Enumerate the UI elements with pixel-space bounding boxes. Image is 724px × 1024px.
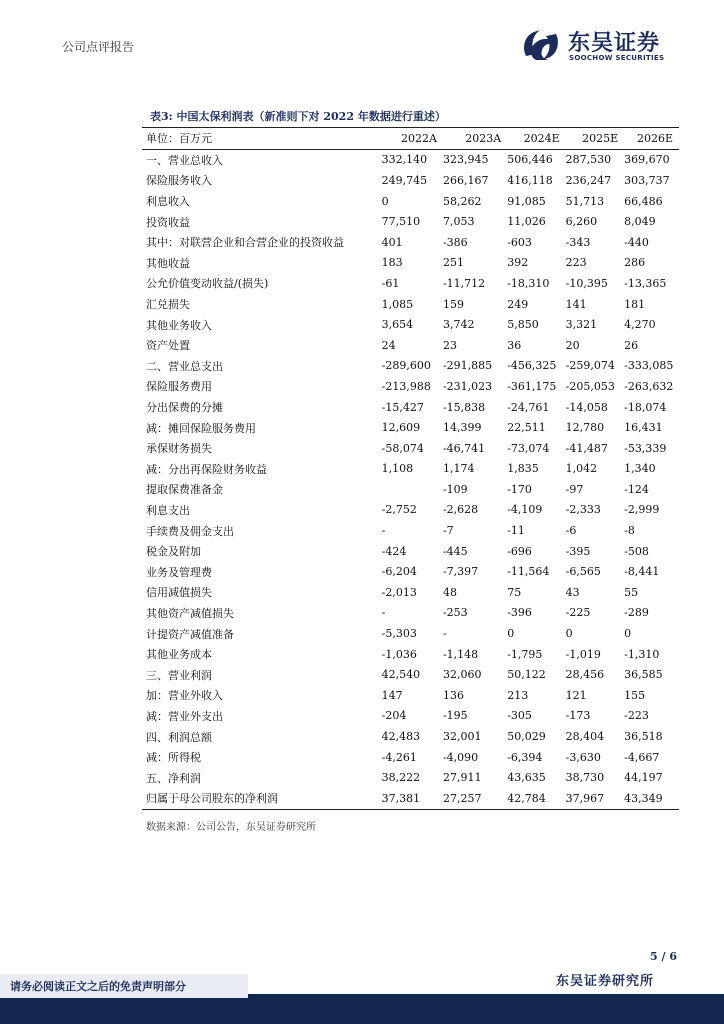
table-row — [142, 211, 679, 232]
row-value: 77,510 — [381, 215, 421, 229]
row-value: -41,487 — [565, 441, 608, 455]
row-value: 0 — [565, 627, 573, 641]
row-value: 37,967 — [565, 791, 605, 805]
table-row — [142, 520, 679, 541]
table-row — [142, 582, 679, 603]
row-value: 1,340 — [624, 462, 656, 476]
row-value: -1,148 — [442, 647, 479, 661]
row-value: -4,109 — [507, 503, 543, 517]
row-value: 5,850 — [507, 318, 539, 332]
row-value: -696 — [507, 544, 532, 558]
row-value: 4,270 — [624, 318, 656, 332]
row-label: 减：营业外支出 — [146, 709, 223, 723]
table-row — [142, 149, 679, 170]
row-value: -18,074 — [624, 400, 667, 414]
row-value: 32,001 — [442, 730, 482, 744]
table-row — [142, 479, 679, 500]
row-value: -1,310 — [624, 647, 660, 661]
row-value: 26 — [624, 338, 639, 352]
row-value: 141 — [565, 297, 587, 311]
row-value: 55 — [624, 585, 639, 599]
logo-text-cn: 东吴证券 — [568, 31, 661, 56]
row-value: 286 — [624, 256, 646, 270]
row-value: -6,394 — [507, 750, 543, 764]
row-label: 四、利润总额 — [146, 730, 212, 744]
row-value: -253 — [442, 606, 468, 620]
row-value: -361,175 — [507, 379, 557, 393]
row-value: -508 — [624, 544, 649, 558]
row-value: 3,321 — [565, 318, 598, 332]
row-value: 50,122 — [507, 668, 546, 682]
row-value: -2,333 — [565, 503, 601, 517]
row-value: -333,085 — [624, 359, 674, 373]
row-value: 236,247 — [565, 173, 612, 187]
row-label: 其他收益 — [146, 256, 190, 270]
row-value: -6,204 — [381, 565, 417, 579]
table-row — [142, 170, 679, 191]
table-row — [142, 623, 679, 644]
table-row — [142, 685, 679, 706]
row-value: 75 — [507, 585, 522, 599]
data-source-note: 数据来源：公司公告，东吴证券研究所 — [146, 822, 316, 833]
row-value: -3,630 — [565, 750, 601, 764]
row-value: -24,761 — [507, 400, 550, 414]
table-row — [142, 664, 679, 685]
row-value: 249,745 — [381, 173, 428, 187]
row-label: 二、营业总支出 — [146, 359, 223, 373]
row-value: 50,029 — [507, 730, 546, 744]
row-label: 汇兑损失 — [146, 298, 190, 312]
row-value: 38,222 — [381, 771, 421, 785]
row-label: 五、净利润 — [146, 771, 201, 785]
row-value: 213 — [507, 688, 529, 702]
row-value: 36,518 — [624, 730, 663, 744]
row-value: 287,530 — [565, 153, 612, 167]
row-label: 提取保费准备金 — [146, 483, 223, 497]
row-value: 0 — [624, 627, 632, 641]
table-row — [142, 500, 679, 521]
table-row — [142, 438, 679, 459]
row-value: -2,013 — [381, 585, 417, 599]
report-type-label: 公司点评报告 — [62, 40, 135, 54]
row-label: 其中：对联营企业和合营企业的投资收益 — [146, 236, 344, 250]
row-value: 14,399 — [442, 421, 482, 435]
row-value: 42,784 — [507, 791, 546, 805]
row-value: 7,053 — [442, 215, 475, 229]
table-row — [142, 314, 679, 335]
row-value: 0 — [507, 627, 515, 641]
row-label: 其他业务成本 — [146, 648, 212, 662]
income-statement-table — [142, 127, 679, 810]
row-value: -8,441 — [624, 565, 660, 579]
row-value: 155 — [624, 688, 646, 702]
row-label: 减：所得税 — [146, 751, 201, 765]
row-value: -2,999 — [624, 503, 660, 517]
row-value: -8 — [624, 524, 635, 538]
table-row — [142, 397, 679, 418]
row-value: -97 — [565, 482, 584, 496]
row-value: -6 — [565, 524, 577, 538]
row-value: 12,609 — [381, 421, 421, 435]
row-label: 保险服务费用 — [146, 380, 212, 394]
row-value: 58,262 — [442, 194, 482, 208]
row-value: 36,585 — [624, 668, 663, 682]
row-value: 1,835 — [507, 462, 539, 476]
table-row — [142, 376, 679, 397]
row-label: 减：摊回保险服务费用 — [146, 421, 256, 435]
table-title: 表3: 中国太保利润表（新准则下对 2022 年数据进行重述） — [150, 110, 446, 123]
row-value: 27,257 — [442, 791, 482, 805]
row-value: -195 — [442, 709, 468, 723]
row-value: 44,197 — [624, 771, 663, 785]
row-label: 信用减值损失 — [146, 586, 212, 600]
row-value: 1,042 — [565, 462, 598, 476]
row-value: 303,737 — [624, 173, 670, 187]
row-value: 1,108 — [381, 462, 414, 476]
row-label: 计提资产减值准备 — [146, 627, 234, 641]
row-value: -73,074 — [507, 441, 550, 455]
row-value: -18,310 — [507, 276, 550, 290]
row-value: 42,540 — [381, 668, 421, 682]
row-value: 42,483 — [381, 730, 421, 744]
table-row — [142, 253, 679, 274]
row-value: 43,635 — [507, 771, 546, 785]
row-value: 37,381 — [381, 791, 421, 805]
row-value: -109 — [442, 482, 468, 496]
row-value: -456,325 — [507, 359, 557, 373]
row-value: 3,742 — [442, 318, 475, 332]
row-label: 资产处置 — [146, 339, 190, 353]
row-value: 8,049 — [624, 215, 656, 229]
row-label: 其他资产减值损失 — [146, 606, 234, 620]
row-value: 23 — [442, 338, 457, 352]
row-value: -13,365 — [624, 276, 667, 290]
row-value: 32,060 — [442, 668, 482, 682]
row-label: 减：分出再保险财务收益 — [146, 462, 267, 476]
row-value: -223 — [624, 709, 649, 723]
row-value: -14,058 — [565, 400, 608, 414]
row-value: 136 — [442, 688, 464, 702]
disclaimer-text: 请务必阅读正文之后的免责声明部分 — [10, 980, 186, 993]
row-value: 392 — [507, 256, 529, 270]
table-row — [142, 788, 679, 809]
row-value: -603 — [507, 235, 532, 249]
footer-bar — [0, 994, 724, 1024]
page-number: 5 / 6 — [650, 950, 677, 963]
row-value: -386 — [442, 235, 468, 249]
row-label: 分出保费的分摊 — [146, 401, 223, 415]
row-value: 11,026 — [507, 215, 546, 229]
row-value: -259,074 — [565, 359, 615, 373]
row-label: 业务及管理费 — [146, 565, 212, 579]
row-value: -61 — [381, 276, 400, 290]
row-value: -7,397 — [442, 565, 479, 579]
row-value: 251 — [442, 256, 464, 270]
row-value: 0 — [381, 194, 389, 208]
row-label: 归属于母公司股东的净利润 — [146, 792, 278, 806]
row-value: -15,838 — [442, 400, 486, 414]
row-value: -445 — [442, 544, 468, 558]
brand-logo — [520, 26, 690, 66]
row-value: -1,795 — [507, 647, 543, 661]
row-value: -53,339 — [624, 441, 667, 455]
row-value: 91,085 — [507, 194, 546, 208]
row-value: 249 — [507, 297, 529, 311]
row-value: 22,511 — [507, 421, 546, 435]
table-row — [142, 603, 679, 624]
table-row — [142, 191, 679, 212]
row-value: 28,404 — [565, 730, 605, 744]
row-value: -205,053 — [565, 379, 615, 393]
table-row — [142, 644, 679, 665]
row-value: 401 — [381, 235, 403, 249]
row-label: 一、营业总收入 — [146, 153, 223, 167]
row-value: 121 — [565, 688, 587, 702]
row-value: 416,118 — [507, 173, 553, 187]
row-value: -231,023 — [442, 379, 493, 393]
table-row — [142, 767, 679, 788]
row-value: 147 — [381, 688, 403, 702]
row-label: 税金及附加 — [146, 545, 201, 559]
row-value — [382, 479, 443, 500]
table-row — [142, 417, 679, 438]
row-label: 利息收入 — [146, 195, 190, 209]
row-value: -7 — [442, 524, 454, 538]
row-value: -4,090 — [442, 750, 479, 764]
row-value: 16,431 — [624, 421, 663, 435]
column-header: 2023A — [465, 131, 502, 145]
row-label: 手续费及佣金支出 — [146, 524, 234, 538]
row-value: -6,565 — [565, 565, 601, 579]
table-row — [142, 706, 679, 727]
row-value: -173 — [565, 709, 591, 723]
row-value: 332,140 — [381, 153, 428, 167]
row-value: 323,945 — [442, 153, 489, 167]
row-value: 506,446 — [507, 153, 553, 167]
table-row — [142, 726, 679, 747]
table-row — [142, 561, 679, 582]
row-value: - — [442, 627, 447, 641]
table-row — [142, 356, 679, 377]
row-value: 66,486 — [624, 194, 663, 208]
row-value: -4,667 — [624, 750, 660, 764]
row-value: 183 — [381, 256, 403, 270]
row-value: -11 — [507, 524, 525, 538]
row-value: 12,780 — [565, 421, 605, 435]
row-value: 27,911 — [442, 771, 482, 785]
row-value: 266,167 — [442, 173, 489, 187]
row-value: -46,741 — [442, 441, 486, 455]
row-value: -424 — [381, 544, 407, 558]
row-value: -10,395 — [565, 276, 608, 290]
row-value: 48 — [442, 585, 457, 599]
row-value: -343 — [565, 235, 591, 249]
row-value: -1,019 — [565, 647, 601, 661]
footer-institute: 东吴证券研究所 — [556, 974, 655, 989]
row-label: 利息支出 — [146, 503, 190, 517]
table-body — [142, 149, 679, 809]
table-header-row — [142, 128, 679, 150]
row-value: 20 — [565, 338, 580, 352]
row-value: -440 — [624, 235, 649, 249]
row-value: -58,074 — [381, 441, 424, 455]
soochow-logo-icon — [520, 26, 562, 64]
row-value: -170 — [507, 482, 532, 496]
row-value: -124 — [624, 482, 649, 496]
row-value: 38,730 — [565, 771, 605, 785]
disclaimer-banner — [0, 974, 248, 998]
row-value: -2,752 — [381, 503, 417, 517]
row-value: - — [381, 606, 386, 620]
row-value: -15,427 — [381, 400, 424, 414]
row-value: 223 — [565, 256, 587, 270]
row-value: -305 — [507, 709, 532, 723]
row-label: 保险服务收入 — [146, 174, 212, 188]
table-row — [142, 294, 679, 315]
row-value: -263,632 — [624, 379, 674, 393]
row-value: 159 — [442, 297, 464, 311]
row-value: -11,564 — [507, 565, 550, 579]
row-value: -1,036 — [381, 647, 417, 661]
row-label: 三、营业利润 — [146, 668, 212, 682]
row-value: 51,713 — [565, 194, 605, 208]
column-header: 2025E — [582, 131, 619, 145]
row-value: 3,654 — [381, 318, 414, 332]
table-row — [142, 459, 679, 480]
column-header: 2022A — [401, 131, 437, 145]
table-row — [142, 232, 679, 253]
row-label: 加：营业外收入 — [146, 689, 223, 703]
table-row — [142, 335, 679, 356]
row-value: 36 — [507, 338, 522, 352]
row-label: 承保财务损失 — [146, 442, 212, 456]
row-value: 28,456 — [565, 668, 605, 682]
row-value: - — [381, 524, 386, 538]
row-value: -213,988 — [381, 379, 431, 393]
row-value: -4,261 — [381, 750, 417, 764]
row-value: -395 — [565, 544, 591, 558]
table-row — [142, 541, 679, 562]
row-value: 1,174 — [442, 462, 475, 476]
row-label: 其他业务收入 — [146, 318, 212, 332]
row-value: -289 — [624, 606, 649, 620]
logo-text-en: SOOCHOW SECURITIES — [569, 54, 665, 62]
row-value: -11,712 — [442, 276, 486, 290]
row-value: 181 — [624, 297, 646, 311]
table-row — [142, 273, 679, 294]
row-value: 1,085 — [381, 297, 414, 311]
row-value: -291,885 — [442, 359, 493, 373]
row-label: 投资收益 — [146, 215, 190, 229]
row-value: -2,628 — [442, 503, 479, 517]
row-value: -5,303 — [381, 627, 417, 641]
column-header: 2024E — [523, 131, 560, 145]
row-value: 43,349 — [624, 791, 663, 805]
row-value: -225 — [565, 606, 591, 620]
table-row — [142, 747, 679, 768]
column-header: 2026E — [636, 131, 673, 145]
row-value: 24 — [381, 338, 396, 352]
row-value: -204 — [381, 709, 407, 723]
row-label: 公允价值变动收益/(损失) — [146, 277, 269, 291]
row-value: 6,260 — [565, 215, 598, 229]
row-value: 369,670 — [624, 153, 670, 167]
row-value: -396 — [507, 606, 532, 620]
row-value: 43 — [565, 585, 580, 599]
column-header: 单位：百万元 — [146, 132, 212, 146]
row-value: -289,600 — [381, 359, 431, 373]
